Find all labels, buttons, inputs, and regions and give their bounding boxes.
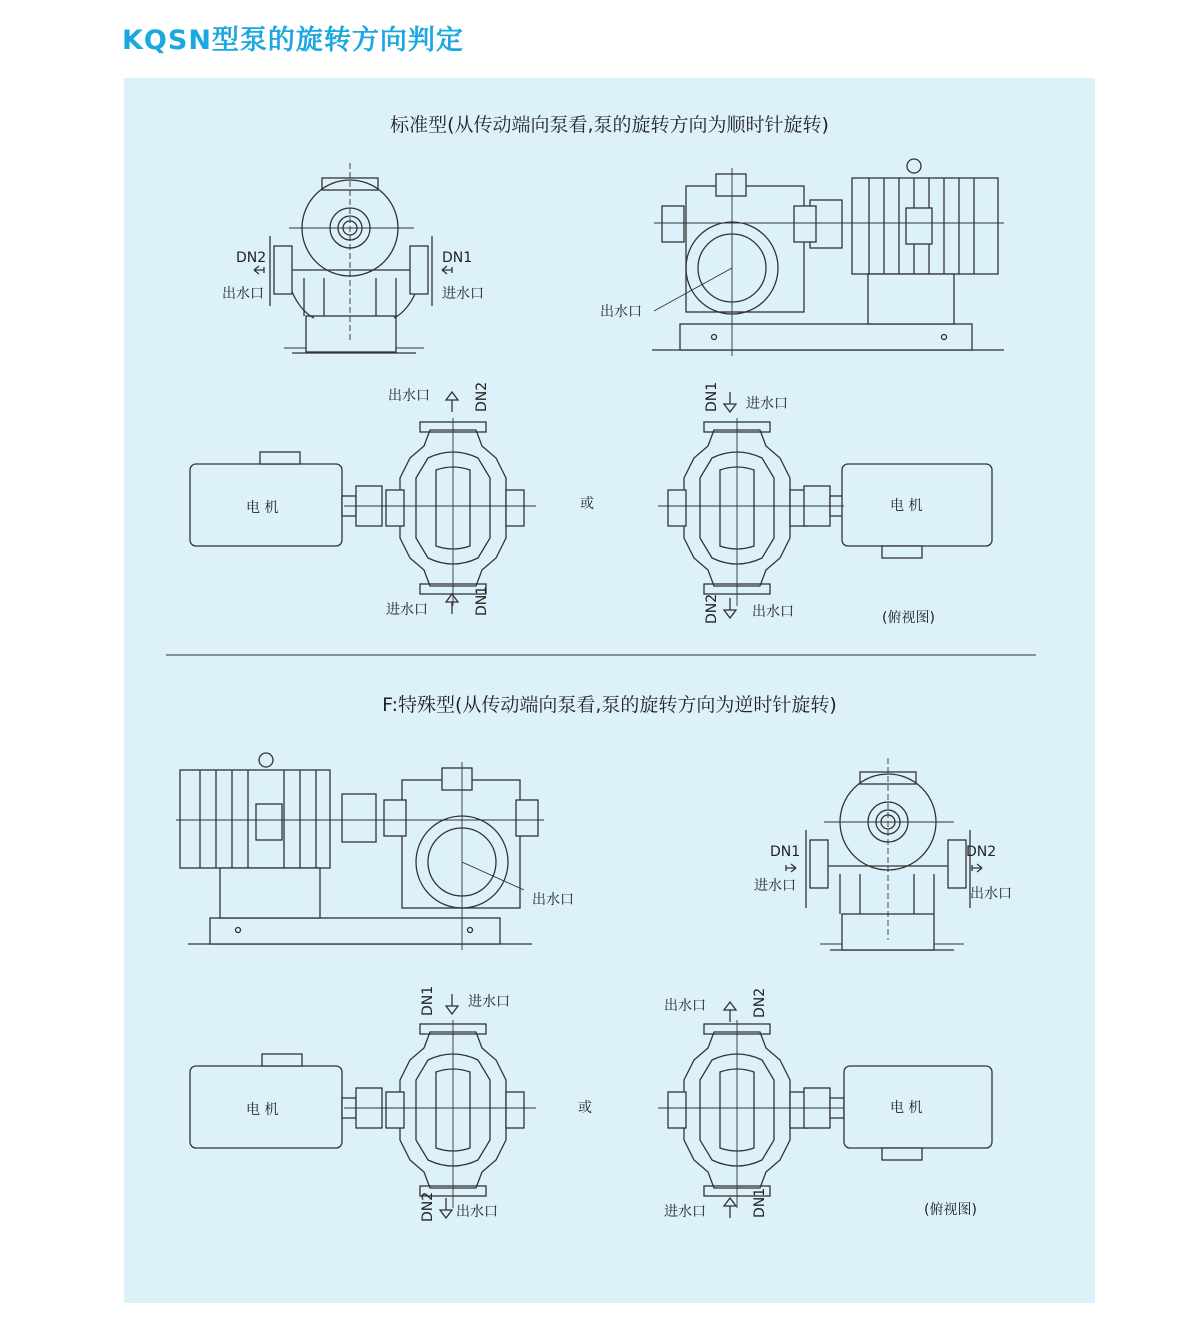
special-heading: F:特殊型(从传动端向泵看,泵的旋转方向为逆时针旋转)	[382, 694, 837, 716]
dn1-arrow-left	[442, 266, 452, 274]
standard-top-inlet-left: 进水口	[386, 602, 428, 618]
special-side-view	[176, 753, 574, 950]
special-inlet-arrow-up-icon	[724, 1198, 736, 1218]
standard-dn2-label: DN2	[236, 250, 267, 266]
diagram-panel	[124, 78, 1095, 1303]
standard-inlet-label: 进水口	[442, 286, 484, 302]
special-outlet-arrow-down-icon	[440, 1198, 452, 1218]
dn2-arrow-right-icon	[972, 864, 982, 872]
standard-outlet-label: 出水口	[222, 286, 264, 302]
standard-motor-right: 电 机	[890, 498, 923, 514]
special-top-dn2-right: DN2	[752, 987, 768, 1018]
special-top-outlet-left: 出水口	[456, 1204, 498, 1220]
standard-top-view-right	[658, 382, 992, 626]
rotation-diagrams	[124, 78, 1095, 1303]
dn1-arrow-right-icon	[786, 864, 796, 872]
special-topview-label: (俯视图)	[924, 1202, 977, 1218]
inlet-arrow-up-icon	[446, 594, 458, 614]
special-outlet-label: 出水口	[970, 886, 1012, 902]
special-motor-right: 电 机	[890, 1100, 923, 1116]
standard-side-outlet-label: 出水口	[600, 304, 642, 320]
standard-top-dn2-left: DN2	[474, 381, 490, 412]
standard-side-view	[600, 159, 1004, 356]
outlet-arrow-down-icon	[724, 598, 736, 618]
standard-dn1-label: DN1	[442, 250, 473, 266]
special-front-view	[754, 758, 1012, 950]
standard-top-outlet-right: 出水口	[752, 604, 794, 620]
special-top-dn1-left: DN1	[420, 985, 436, 1016]
standard-top-dn1-left: DN1	[474, 585, 490, 616]
standard-or-label: 或	[580, 496, 594, 512]
standard-top-inlet-right: 进水口	[746, 396, 788, 412]
inlet-arrow-down-icon	[724, 392, 736, 412]
special-top-inlet-right: 进水口	[664, 1204, 706, 1220]
standard-top-dn2-right: DN2	[704, 593, 720, 624]
standard-top-outlet-left: 出水口	[388, 388, 430, 404]
page-title: KQSN型泵的旋转方向判定	[122, 25, 464, 56]
special-outlet-arrow-up-icon	[724, 1002, 736, 1022]
standard-topview-label: (俯视图)	[882, 610, 935, 626]
standard-top-view-left	[190, 382, 536, 618]
outlet-arrow-up-icon	[446, 392, 458, 412]
standard-motor-left: 电 机	[246, 500, 279, 516]
special-motor-left: 电 机	[246, 1102, 279, 1118]
dn2-arrow-left	[254, 266, 264, 274]
special-side-outlet-label: 出水口	[532, 892, 574, 908]
special-dn2-label: DN2	[966, 844, 997, 860]
standard-heading: 标准型(从传动端向泵看,泵的旋转方向为顺时针旋转)	[390, 114, 829, 136]
special-top-dn2-left: DN2	[420, 1191, 436, 1222]
special-inlet-label: 进水口	[754, 878, 796, 894]
special-or-label: 或	[578, 1100, 592, 1116]
special-inlet-arrow-down-icon	[446, 994, 458, 1014]
special-top-inlet-left: 进水口	[468, 994, 510, 1010]
standard-top-dn1-right: DN1	[704, 381, 720, 412]
standard-front-view	[222, 163, 484, 353]
special-top-view-left	[190, 986, 536, 1222]
special-dn1-label: DN1	[770, 844, 801, 860]
special-top-outlet-right: 出水口	[664, 998, 706, 1014]
special-top-dn1-right: DN1	[752, 1187, 768, 1218]
special-top-view-right	[658, 988, 992, 1220]
